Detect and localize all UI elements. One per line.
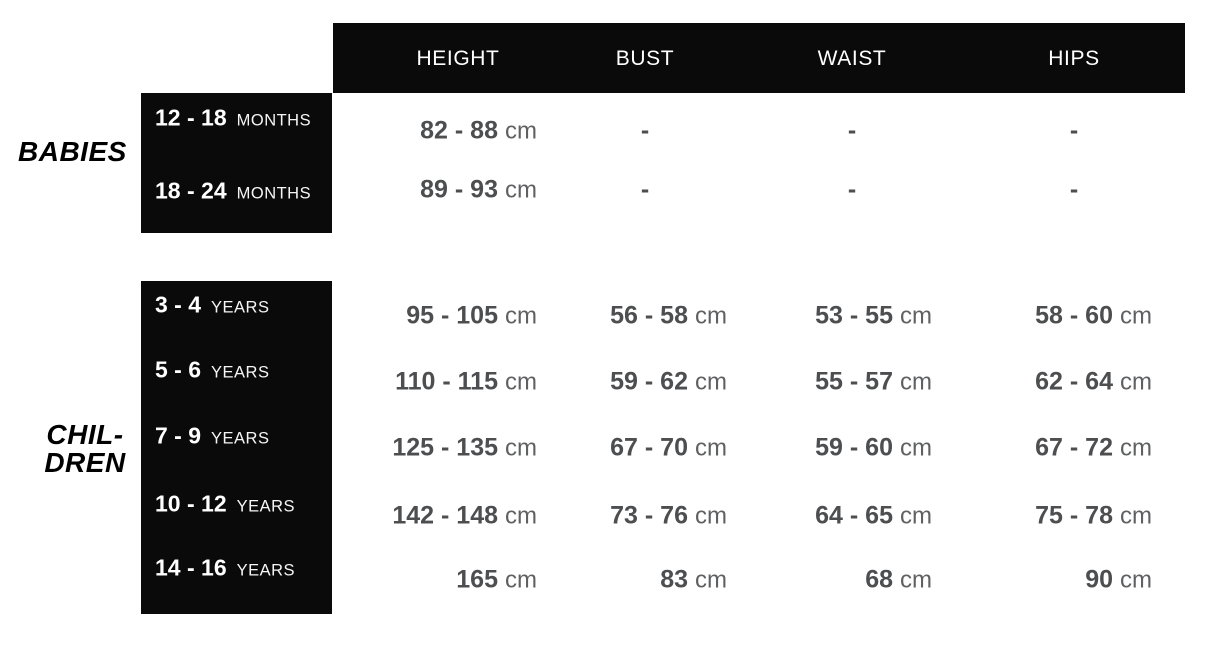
age-label xyxy=(155,357,269,384)
hips-value xyxy=(1035,434,1152,463)
age-label xyxy=(155,555,295,582)
height-range: 142 - 148 xyxy=(392,501,498,530)
bust-value-dash: - xyxy=(640,116,650,145)
age-range: 5 - 6 xyxy=(155,356,202,383)
hips-range: 62 - 64 xyxy=(1035,367,1113,396)
height-value xyxy=(406,302,537,331)
bust-range: 59 - 62 xyxy=(610,367,688,396)
height-range: 89 - 93 xyxy=(420,175,498,204)
unit-cm: cm xyxy=(695,434,727,462)
section-title-children-line1: CHIL- xyxy=(46,419,124,450)
hips-value-dash: - xyxy=(1069,175,1079,204)
hips-value xyxy=(1035,302,1152,331)
column-header-bust: BUST xyxy=(615,47,675,70)
age-unit: MONTHS xyxy=(236,184,312,203)
hips-range: 67 - 72 xyxy=(1035,433,1113,462)
waist-value-dash: - xyxy=(847,116,857,145)
unit-cm: cm xyxy=(695,502,727,530)
section-title-babies: BABIES xyxy=(18,136,127,167)
unit-cm: cm xyxy=(695,566,727,594)
hips-value xyxy=(1085,566,1152,595)
unit-cm: cm xyxy=(1120,566,1152,594)
waist-range: 55 - 57 xyxy=(815,367,893,396)
age-range: 7 - 9 xyxy=(155,422,202,449)
section-title-children-line2: DREN xyxy=(44,447,126,478)
bust-value xyxy=(610,502,727,531)
hips-range: 90 xyxy=(1085,565,1113,594)
bust-value xyxy=(660,566,727,595)
age-unit: YEARS xyxy=(211,429,270,448)
age-range: 10 - 12 xyxy=(155,490,227,517)
height-range: 165 xyxy=(456,565,498,594)
column-header-hips: HIPS xyxy=(1048,47,1100,70)
age-range: 18 - 24 xyxy=(155,177,227,204)
age-range: 12 - 18 xyxy=(155,104,227,131)
height-range: 125 - 135 xyxy=(392,433,498,462)
unit-cm: cm xyxy=(900,502,932,530)
bust-range: 83 xyxy=(660,565,688,594)
bust-value xyxy=(610,434,727,463)
age-unit: YEARS xyxy=(236,497,296,516)
age-unit: MONTHS xyxy=(236,111,312,130)
age-unit: YEARS xyxy=(236,561,296,580)
bust-value-dash: - xyxy=(640,175,650,204)
hips-value xyxy=(1035,368,1152,397)
unit-cm: cm xyxy=(505,502,537,530)
age-unit: YEARS xyxy=(211,363,270,382)
waist-range: 68 xyxy=(865,565,893,594)
unit-cm: cm xyxy=(695,302,727,330)
bust-range: 56 - 58 xyxy=(610,301,688,330)
unit-cm: cm xyxy=(1120,434,1152,462)
unit-cm: cm xyxy=(505,566,537,594)
unit-cm: cm xyxy=(695,368,727,396)
hips-value-dash: - xyxy=(1069,116,1079,145)
section-title-children xyxy=(44,421,125,477)
waist-value xyxy=(815,502,932,531)
bust-range: 67 - 70 xyxy=(610,433,688,462)
height-value xyxy=(420,117,537,146)
unit-cm: cm xyxy=(1120,302,1152,330)
unit-cm: cm xyxy=(505,117,537,145)
unit-cm: cm xyxy=(900,302,932,330)
unit-cm: cm xyxy=(900,368,932,396)
waist-value xyxy=(865,566,932,595)
waist-value xyxy=(815,434,932,463)
height-range: 110 - 115 xyxy=(395,367,498,396)
bust-range: 73 - 76 xyxy=(610,501,688,530)
age-label xyxy=(155,178,311,205)
waist-value-dash: - xyxy=(847,175,857,204)
height-value xyxy=(420,176,537,205)
height-value xyxy=(392,434,537,463)
unit-cm: cm xyxy=(900,434,932,462)
height-range: 95 - 105 xyxy=(406,301,498,330)
unit-cm: cm xyxy=(1120,368,1152,396)
unit-cm: cm xyxy=(505,368,537,396)
waist-range: 59 - 60 xyxy=(815,433,893,462)
bust-value xyxy=(610,368,727,397)
column-header-waist: WAIST xyxy=(817,47,887,70)
waist-range: 53 - 55 xyxy=(815,301,893,330)
column-header-height: HEIGHT xyxy=(416,47,500,70)
waist-value xyxy=(815,368,932,397)
age-range: 14 - 16 xyxy=(155,554,227,581)
age-label xyxy=(155,491,295,518)
unit-cm: cm xyxy=(1120,502,1152,530)
unit-cm: cm xyxy=(505,434,537,462)
unit-cm: cm xyxy=(505,302,537,330)
age-unit: YEARS xyxy=(211,298,270,317)
unit-cm: cm xyxy=(900,566,932,594)
waist-range: 64 - 65 xyxy=(815,501,893,530)
height-value xyxy=(456,566,537,595)
bust-value xyxy=(610,302,727,331)
height-range: 82 - 88 xyxy=(420,116,498,145)
waist-value xyxy=(815,302,932,331)
hips-range: 58 - 60 xyxy=(1035,301,1113,330)
unit-cm: cm xyxy=(505,176,537,204)
age-label xyxy=(155,105,311,132)
hips-range: 75 - 78 xyxy=(1035,501,1113,530)
hips-value xyxy=(1035,502,1152,531)
height-value xyxy=(392,502,537,531)
age-label xyxy=(155,292,269,319)
age-label xyxy=(155,423,269,450)
age-range: 3 - 4 xyxy=(155,291,202,318)
height-value xyxy=(395,368,537,397)
